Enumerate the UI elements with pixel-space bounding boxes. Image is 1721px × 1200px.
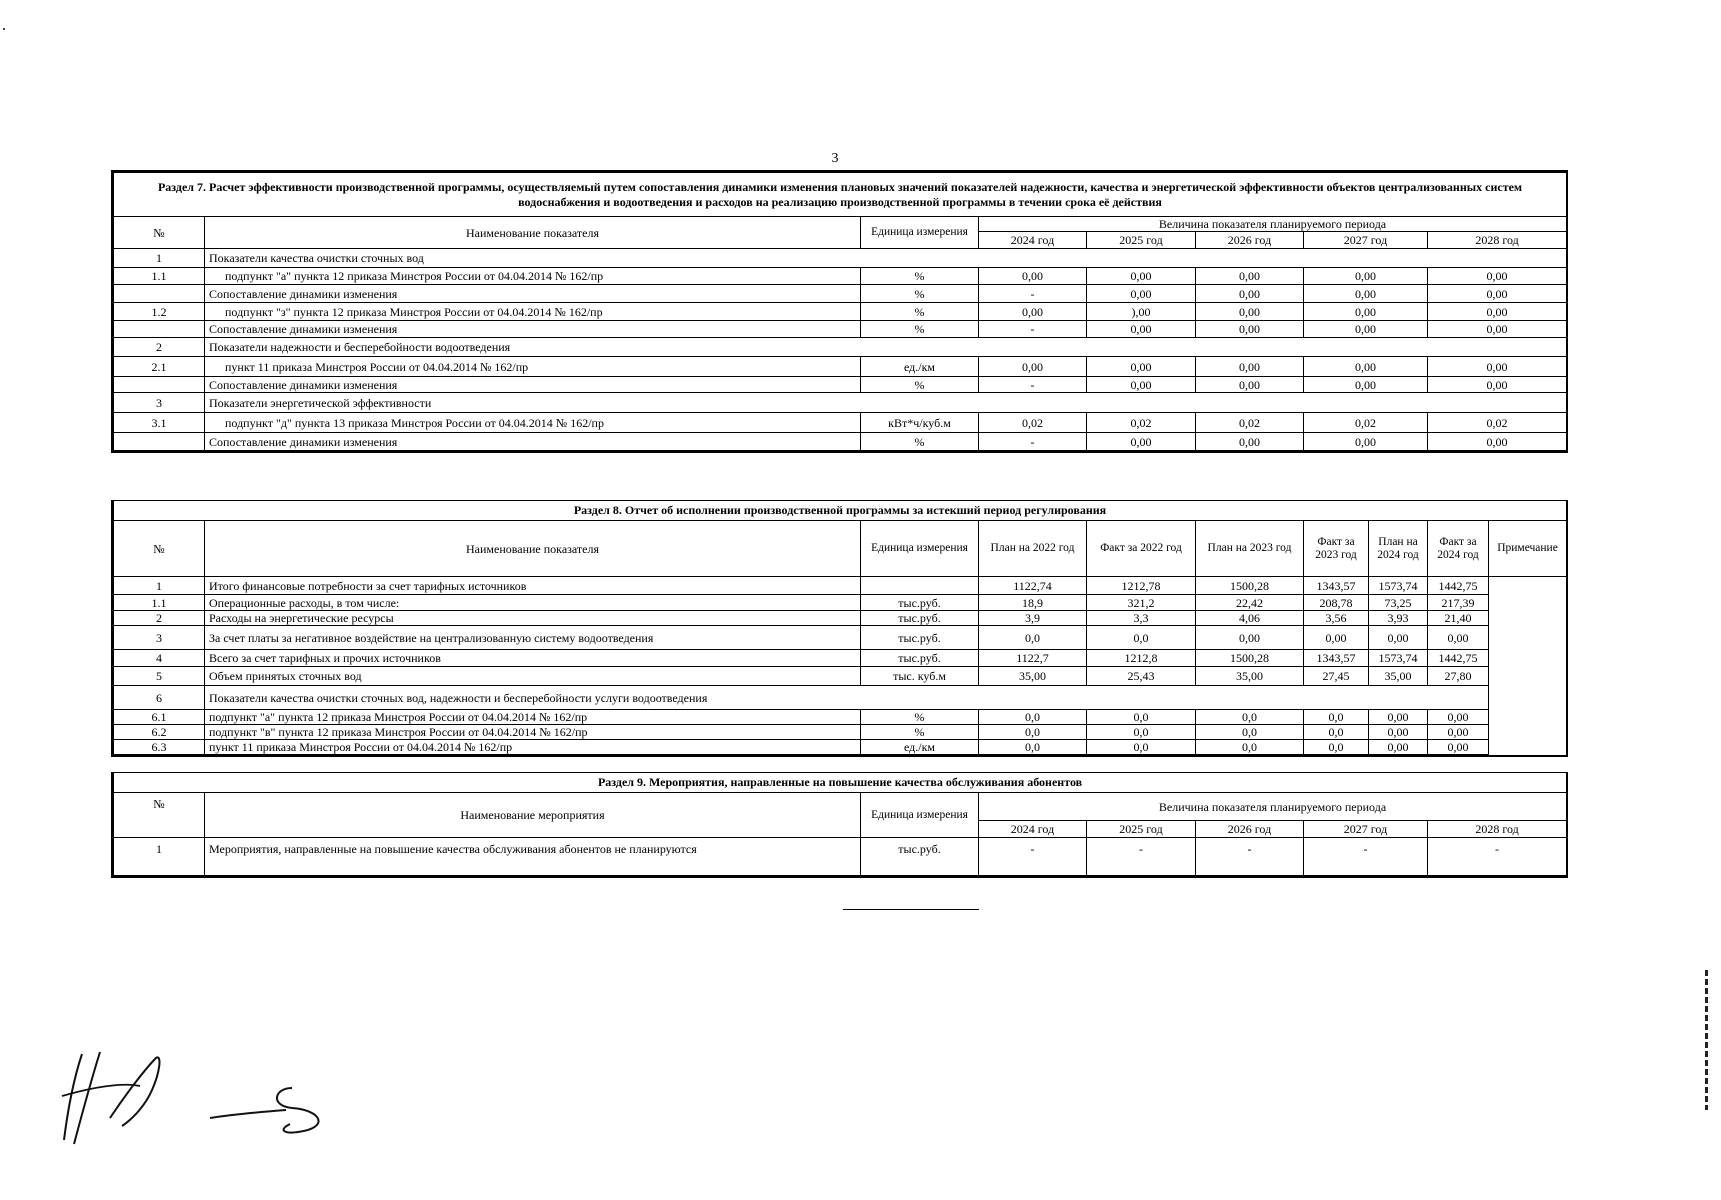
value-cell: 1500,28	[1196, 577, 1304, 595]
col-header-year: 2027 год	[1304, 232, 1428, 249]
table-row	[114, 377, 1567, 393]
table-row	[114, 285, 1567, 303]
value-cell: 0,0	[979, 725, 1087, 740]
value-cell: 0,00	[1087, 357, 1196, 377]
unit-cell: %	[861, 321, 979, 338]
value-cell: 1212,78	[1087, 577, 1196, 595]
indicator-name: Расходы на энергетические ресурсы	[205, 611, 861, 626]
section-9	[111, 772, 1568, 878]
value-cell: 1343,57	[1304, 577, 1369, 595]
col-header-plan-2022: План на 2022 год	[979, 521, 1087, 577]
value-cell: 0,0	[1196, 710, 1304, 725]
value-cell: 0,02	[1428, 413, 1567, 433]
section-9-body	[114, 838, 1567, 876]
value-cell: 0,00	[1369, 725, 1428, 740]
indicator-name: пункт 11 приказа Минстроя России от 04.04.2014 № 162/пр	[205, 357, 861, 377]
unit-cell: ед./км	[861, 740, 979, 755]
value-cell: 208,78	[1304, 595, 1369, 611]
value-cell: 27,45	[1304, 667, 1369, 686]
row-number: 5	[114, 667, 205, 686]
row-number: 6.3	[114, 740, 205, 755]
row-number: 6.2	[114, 725, 205, 740]
value-cell: 3,56	[1304, 611, 1369, 626]
value-cell: 0,00	[1304, 321, 1428, 338]
section-9-title: Раздел 9. Мероприятия, направленные на повышение качества обслуживания абонентов	[114, 773, 1567, 793]
value-cell: 0,00	[1428, 626, 1489, 650]
value-cell: 35,00	[979, 667, 1087, 686]
row-number: 1.1	[114, 268, 205, 285]
table-row	[114, 667, 1567, 686]
table-row	[114, 686, 1567, 710]
value-cell: 0,00	[1304, 357, 1428, 377]
value-cell: -	[1304, 838, 1428, 876]
value-cell: 0,00	[1428, 285, 1567, 303]
value-cell: 0,00	[979, 357, 1087, 377]
table-row	[114, 433, 1567, 451]
value-cell: -	[979, 285, 1087, 303]
unit-cell: %	[861, 433, 979, 451]
row-number: 3.1	[114, 413, 205, 433]
value-cell: 0,00	[1428, 433, 1567, 451]
table-row	[114, 338, 1567, 357]
section-8	[111, 500, 1568, 757]
col-header-note: Примечание	[1489, 521, 1567, 577]
indicator-name: Показатели энергетической эффективности	[205, 393, 1567, 413]
row-number: 6	[114, 686, 205, 710]
value-cell: -	[979, 433, 1087, 451]
indicator-name: Сопоставление динамики изменения	[205, 433, 861, 451]
value-cell: 25,43	[1087, 667, 1196, 686]
value-cell: -	[1428, 838, 1567, 876]
handwritten-signature	[60, 1048, 340, 1148]
value-cell: 1500,28	[1196, 650, 1304, 667]
value-cell: 0,00	[1369, 740, 1428, 755]
value-cell: 0,00	[1428, 303, 1567, 321]
indicator-name: Итого финансовые потребности за счет тарифных источников	[205, 577, 861, 595]
value-cell: 3,93	[1369, 611, 1428, 626]
value-cell: -	[979, 838, 1087, 876]
value-cell: 1573,74	[1369, 577, 1428, 595]
col-header-unit: Единица измерения	[861, 793, 979, 838]
unit-cell: %	[861, 285, 979, 303]
value-cell: 0,00	[1428, 710, 1489, 725]
unit-cell: %	[861, 725, 979, 740]
col-header-num: №	[114, 521, 205, 577]
indicator-name: подпункт "в" пункта 12 приказа Минстроя России от 04.04.2014 № 162/пр	[205, 725, 861, 740]
row-number: 1	[114, 249, 205, 268]
unit-cell: тыс. куб.м	[861, 667, 979, 686]
value-cell: 73,25	[1369, 595, 1428, 611]
section-8-title: Раздел 8. Отчет об исполнении производственной программы за истекший период регулирования	[114, 501, 1567, 521]
value-cell: 1122,7	[979, 650, 1087, 667]
value-cell: 0,00	[1087, 377, 1196, 393]
indicator-name: Показатели качества очистки сточных вод, надежности и бесперебойности услуги водоотведения	[205, 686, 1489, 710]
unit-cell: тыс.руб.	[861, 626, 979, 650]
row-number: 1	[114, 577, 205, 595]
row-number: 3	[114, 393, 205, 413]
col-header-unit: Единица измерения	[861, 521, 979, 577]
indicator-name: пункт 11 приказа Минстроя России от 04.04.2014 № 162/пр	[205, 740, 861, 755]
value-cell: 0,02	[1087, 413, 1196, 433]
table-row	[114, 577, 1567, 595]
value-cell: 0,0	[1196, 725, 1304, 740]
value-cell: 0,0	[979, 710, 1087, 725]
value-cell: 0,0	[1304, 710, 1369, 725]
value-cell: 1212,8	[1087, 650, 1196, 667]
value-cell: ),00	[1087, 303, 1196, 321]
value-cell: 0,00	[1428, 268, 1567, 285]
value-cell: 0,00	[1196, 268, 1304, 285]
value-cell: 0,00	[1087, 433, 1196, 451]
col-header-name: Наименование показателя	[205, 217, 861, 249]
value-cell: 0,00	[1196, 433, 1304, 451]
value-cell: 22,42	[1196, 595, 1304, 611]
value-cell: 0,00	[1087, 321, 1196, 338]
value-cell: 0,00	[1196, 321, 1304, 338]
section-8-body	[114, 577, 1567, 755]
value-cell: 0,00	[1304, 433, 1428, 451]
table-row	[114, 650, 1567, 667]
indicator-name: Показатели надежности и бесперебойности водоотведения	[205, 338, 1567, 357]
value-cell: 27,80	[1428, 667, 1489, 686]
value-cell: 0,00	[979, 268, 1087, 285]
indicator-name: Объем принятых сточных вод	[205, 667, 861, 686]
value-cell: 0,00	[979, 303, 1087, 321]
value-cell: 0,0	[979, 740, 1087, 755]
value-cell: 1442,75	[1428, 650, 1489, 667]
section-8-table	[113, 500, 1567, 755]
value-cell: 1442,75	[1428, 577, 1489, 595]
col-header-year: 2025 год	[1087, 821, 1196, 838]
row-number	[114, 377, 205, 393]
value-cell: 0,0	[1087, 725, 1196, 740]
table-row	[114, 611, 1567, 626]
value-cell: 0,0	[1304, 740, 1369, 755]
value-cell: 0,00	[1304, 626, 1369, 650]
value-cell: 0,00	[1428, 740, 1489, 755]
row-number: 3	[114, 626, 205, 650]
unit-cell: кВт*ч/куб.м	[861, 413, 979, 433]
value-cell: 0,00	[1087, 285, 1196, 303]
col-header-fact-2023: Факт за 2023 год	[1304, 521, 1369, 577]
col-header-year: 2024 год	[979, 232, 1087, 249]
value-cell: 4,06	[1196, 611, 1304, 626]
indicator-name: Сопоставление динамики изменения	[205, 377, 861, 393]
col-header-year: 2028 год	[1428, 821, 1567, 838]
separator-line	[843, 909, 979, 910]
table-row	[114, 710, 1567, 725]
col-header-unit: Единица измерения	[861, 217, 979, 249]
value-cell: 0,0	[979, 626, 1087, 650]
page-number: 3	[831, 151, 839, 166]
value-cell: -	[979, 321, 1087, 338]
unit-cell: %	[861, 710, 979, 725]
unit-cell	[861, 577, 979, 595]
value-cell: 0,0	[1304, 725, 1369, 740]
unit-cell: %	[861, 377, 979, 393]
value-cell: -	[979, 377, 1087, 393]
value-cell: 1122,74	[979, 577, 1087, 595]
col-header-num: №	[114, 793, 205, 838]
table-row	[114, 303, 1567, 321]
col-header-year: 2027 год	[1304, 821, 1428, 838]
value-cell: 0,0	[1196, 740, 1304, 755]
section-7	[111, 170, 1568, 453]
value-cell: 1343,57	[1304, 650, 1369, 667]
row-number: 1.1	[114, 595, 205, 611]
value-cell: 321,2	[1087, 595, 1196, 611]
table-row	[114, 249, 1567, 268]
section-7-title: Раздел 7. Расчет эффективности производственной программы, осуществляемый путем сопоставления динамики изменения плановых значений показателей надежности, качества и энергетической эффективности объектов централизованных систем водоснабжения и водоотведения и расходов на реализацию производственной программы в течении срока её действия	[114, 173, 1567, 217]
table-row	[114, 357, 1567, 377]
col-header-period: Величина показателя планируемого периода	[979, 793, 1567, 821]
value-cell: -	[1196, 838, 1304, 876]
col-header-year: 2024 год	[979, 821, 1087, 838]
col-header-period: Величина показателя планируемого периода	[979, 217, 1567, 232]
indicator-name: Сопоставление динамики изменения	[205, 285, 861, 303]
value-cell: 0,00	[1428, 357, 1567, 377]
section-9-table	[113, 772, 1567, 876]
value-cell: 0,00	[1196, 285, 1304, 303]
value-cell: 21,40	[1428, 611, 1489, 626]
unit-cell: тыс.руб.	[861, 650, 979, 667]
value-cell: 0,0	[1087, 626, 1196, 650]
value-cell: 0,02	[1196, 413, 1304, 433]
col-header-year: 2025 год	[1087, 232, 1196, 249]
table-row	[114, 268, 1567, 285]
indicator-name: Показатели качества очистки сточных вод	[205, 249, 1567, 268]
row-number	[114, 433, 205, 451]
value-cell: 217,39	[1428, 595, 1489, 611]
unit-cell: тыс.руб.	[861, 595, 979, 611]
indicator-name: подпункт "а" пункта 12 приказа Минстроя России от 04.04.2014 № 162/пр	[205, 710, 861, 725]
value-cell: -	[1087, 838, 1196, 876]
table-row	[114, 321, 1567, 338]
row-number	[114, 285, 205, 303]
col-header-num: №	[114, 217, 205, 249]
unit-cell: %	[861, 303, 979, 321]
indicator-name: За счет платы за негативное воздействие на централизованную систему водоотведения	[205, 626, 861, 650]
row-number: 4	[114, 650, 205, 667]
value-cell: 1573,74	[1369, 650, 1428, 667]
unit-cell: %	[861, 268, 979, 285]
col-header-fact-2022: Факт за 2022 год	[1087, 521, 1196, 577]
indicator-name: Сопоставление динамики изменения	[205, 321, 861, 338]
unit-cell: ед./км	[861, 357, 979, 377]
col-header-name: Наименование мероприятия	[205, 793, 861, 838]
measure-name: Мероприятия, направленные на повышение качества обслуживания абонентов не планируются	[205, 838, 861, 876]
value-cell: 0,00	[1304, 268, 1428, 285]
col-header-year: 2028 год	[1428, 232, 1567, 249]
value-cell: 0,00	[1304, 303, 1428, 321]
table-row	[114, 740, 1567, 755]
value-cell: 18,9	[979, 595, 1087, 611]
row-number: 2.1	[114, 357, 205, 377]
value-cell: 0,00	[1428, 725, 1489, 740]
value-cell: 0,00	[1428, 321, 1567, 338]
row-number: 2	[114, 611, 205, 626]
value-cell: 0,00	[1196, 303, 1304, 321]
row-number	[114, 321, 205, 338]
indicator-name: подпункт "а" пункта 12 приказа Минстроя России от 04.04.2014 № 162/пр	[205, 268, 861, 285]
col-header-plan-2023: План на 2023 год	[1196, 521, 1304, 577]
value-cell: 0,0	[1087, 740, 1196, 755]
value-cell: 0,00	[1087, 268, 1196, 285]
table-row	[114, 626, 1567, 650]
value-cell: 0,00	[1369, 710, 1428, 725]
indicator-name: Всего за счет тарифных и прочих источников	[205, 650, 861, 667]
unit-cell: тыс.руб.	[861, 611, 979, 626]
value-cell: 0,00	[1428, 377, 1567, 393]
row-number: 6.1	[114, 710, 205, 725]
value-cell: 0,00	[1304, 285, 1428, 303]
table-row	[114, 725, 1567, 740]
value-cell: 0,00	[1196, 626, 1304, 650]
value-cell: 35,00	[1369, 667, 1428, 686]
table-row	[114, 595, 1567, 611]
unit-cell: тыс.руб.	[861, 838, 979, 876]
col-header-plan-2024: План на 2024 год	[1369, 521, 1428, 577]
indicator-name: подпункт "з" пункта 12 приказа Минстроя России от 04.04.2014 № 162/пр	[205, 303, 861, 321]
table-row	[114, 413, 1567, 433]
scan-edge-mark	[1705, 970, 1708, 1110]
indicator-name: подпункт "д" пункта 13 приказа Минстроя России от 04.04.2014 № 162/пр	[205, 413, 861, 433]
value-cell: 3,3	[1087, 611, 1196, 626]
section-7-table	[113, 172, 1567, 451]
section-7-body	[114, 249, 1567, 451]
col-header-year: 2026 год	[1196, 821, 1304, 838]
col-header-fact-2024: Факт за 2024 год	[1428, 521, 1489, 577]
table-row	[114, 838, 1567, 876]
value-cell: 0,00	[1304, 377, 1428, 393]
value-cell: 3,9	[979, 611, 1087, 626]
row-number: 1.2	[114, 303, 205, 321]
indicator-name: Операционные расходы, в том числе:	[205, 595, 861, 611]
col-header-name: Наименование показателя	[205, 521, 861, 577]
table-row	[114, 393, 1567, 413]
row-number: 1	[114, 838, 205, 876]
col-header-year: 2026 год	[1196, 232, 1304, 249]
value-cell: 0,00	[1196, 357, 1304, 377]
value-cell: 0,0	[1087, 710, 1196, 725]
value-cell: 0,00	[1196, 377, 1304, 393]
scan-speck	[3, 28, 5, 30]
note-cell	[1489, 577, 1567, 755]
value-cell: 35,00	[1196, 667, 1304, 686]
row-number: 2	[114, 338, 205, 357]
value-cell: 0,02	[1304, 413, 1428, 433]
value-cell: 0,02	[979, 413, 1087, 433]
value-cell: 0,00	[1369, 626, 1428, 650]
